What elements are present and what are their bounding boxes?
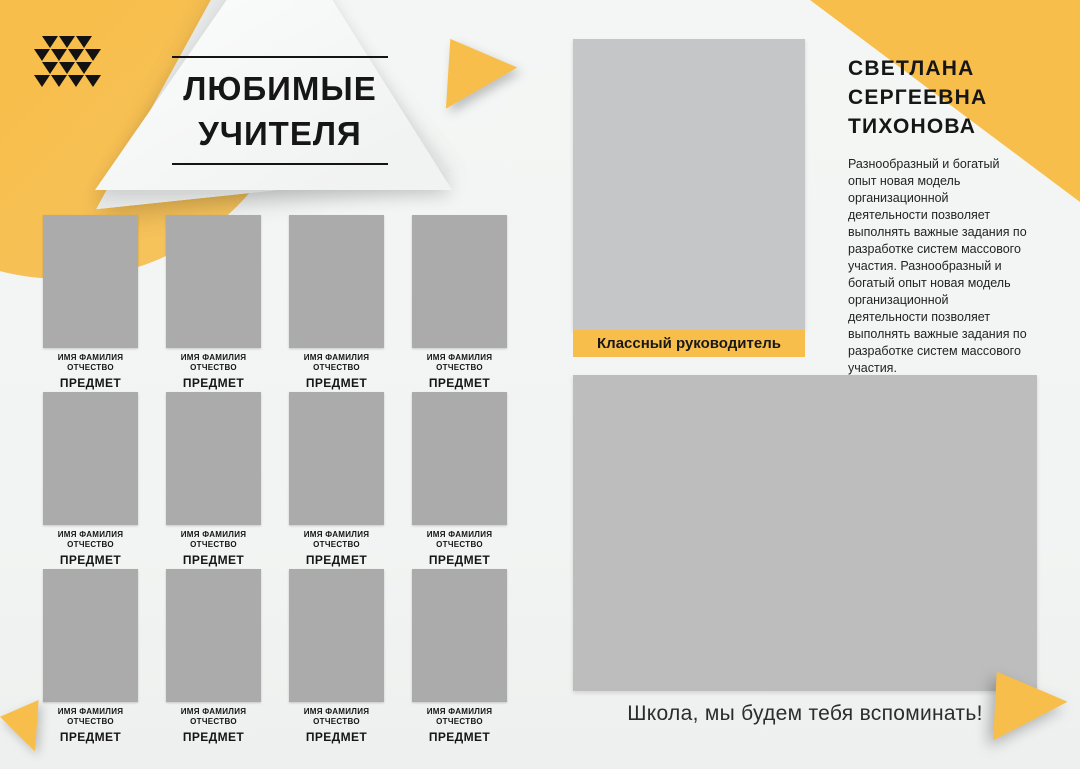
- teacher-patronymic-label: ОТЧЕСТВО: [67, 540, 114, 549]
- yellow-triangle-decoration-bottom-right: [983, 663, 1075, 749]
- logo-row: [42, 36, 93, 49]
- page-title: [130, 66, 430, 156]
- triangle-glyph-icon: [76, 62, 92, 74]
- teacher-subject-label: ПРЕДМЕТ: [428, 730, 491, 744]
- class-teacher-name: [848, 54, 987, 141]
- class-teacher-banner: [573, 330, 805, 357]
- teacher-photo-placeholder[interactable]: [412, 569, 507, 702]
- teacher-caption: [43, 353, 138, 390]
- class-teacher-photo-placeholder[interactable]: [573, 39, 805, 330]
- triangle-glyph-icon: [51, 49, 67, 61]
- teacher-caption: [289, 707, 384, 744]
- teacher-patronymic-label: ОТЧЕСТВО: [313, 363, 360, 372]
- logo-row: [33, 75, 101, 88]
- teacher-caption: [166, 530, 261, 567]
- title-rule-top: [172, 56, 388, 58]
- teacher-patronymic-label: ОТЧЕСТВО: [313, 717, 360, 726]
- teacher-subject-label: ПРЕДМЕТ: [305, 730, 368, 744]
- teacher-card: [289, 215, 384, 392]
- teacher-name-label: ИМЯ ФАМИЛИЯ: [426, 530, 493, 539]
- teacher-subject-label: ПРЕДМЕТ: [428, 376, 491, 390]
- teacher-photo-placeholder[interactable]: [289, 569, 384, 702]
- teacher-subject-label: ПРЕДМЕТ: [59, 376, 122, 390]
- teacher-name-label: ИМЯ ФАМИЛИЯ: [426, 707, 493, 716]
- class-teacher-name-line-2: СЕРГЕЕВНА: [848, 86, 988, 109]
- teacher-card: [412, 569, 507, 746]
- teacher-patronymic-label: ОТЧЕСТВО: [190, 363, 237, 372]
- triangle-glyph-icon: [51, 75, 67, 87]
- triangle-glyph-icon: [34, 49, 50, 61]
- logo-row: [33, 49, 101, 62]
- teacher-patronymic-label: ОТЧЕСТВО: [67, 363, 114, 372]
- teacher-name-label: ИМЯ ФАМИЛИЯ: [180, 353, 247, 362]
- teacher-patronymic-label: ОТЧЕСТВО: [190, 717, 237, 726]
- triangle-mosaic-logo-icon: [33, 36, 101, 88]
- teacher-patronymic-label: ОТЧЕСТВО: [67, 717, 114, 726]
- teacher-subject-label: ПРЕДМЕТ: [182, 376, 245, 390]
- teacher-caption: [43, 707, 138, 744]
- teacher-caption: [166, 353, 261, 390]
- teacher-caption: [289, 530, 384, 567]
- class-teacher-name-line-1: СВЕТЛАНА: [848, 57, 975, 80]
- teacher-patronymic-label: ОТЧЕСТВО: [313, 540, 360, 549]
- teacher-card: [166, 215, 261, 392]
- teacher-patronymic-label: ОТЧЕСТВО: [436, 363, 483, 372]
- teacher-subject-label: ПРЕДМЕТ: [182, 730, 245, 744]
- teacher-subject-label: ПРЕДМЕТ: [59, 730, 122, 744]
- page-title-line-2: УЧИТЕЛЯ: [198, 115, 362, 152]
- yellow-triangle-decoration-top: [438, 33, 526, 117]
- teacher-photo-placeholder[interactable]: [43, 392, 138, 525]
- teacher-card: [412, 215, 507, 392]
- title-rule-bottom: [172, 163, 388, 165]
- class-photo-placeholder[interactable]: [573, 375, 1037, 691]
- teacher-photo-placeholder[interactable]: [43, 215, 138, 348]
- triangle-glyph-icon: [68, 49, 84, 61]
- teacher-subject-label: ПРЕДМЕТ: [305, 376, 368, 390]
- teacher-caption: [412, 353, 507, 390]
- teacher-caption: [412, 707, 507, 744]
- class-teacher-banner-label: Классный руководитель: [597, 335, 781, 352]
- teacher-card: [166, 392, 261, 569]
- teacher-photo-placeholder[interactable]: [289, 392, 384, 525]
- teacher-subject-label: ПРЕДМЕТ: [182, 553, 245, 567]
- teacher-name-label: ИМЯ ФАМИЛИЯ: [57, 707, 124, 716]
- triangle-glyph-icon: [42, 62, 58, 74]
- teacher-photo-placeholder[interactable]: [412, 215, 507, 348]
- teacher-photo-placeholder[interactable]: [412, 392, 507, 525]
- yellow-triangle-decoration-bottom-left: [0, 695, 46, 757]
- teacher-name-label: ИМЯ ФАМИЛИЯ: [303, 530, 370, 539]
- triangle-glyph-icon: [76, 36, 92, 48]
- triangle-glyph-icon: [42, 36, 58, 48]
- teacher-subject-label: ПРЕДМЕТ: [428, 553, 491, 567]
- teacher-card: [412, 392, 507, 569]
- class-teacher-card: [573, 39, 805, 357]
- class-teacher-bio: Разнообразный и богатый опыт новая модель организационной деятельности позволяет выполнять важные задания по разработке систем массового участия. Разнообразный и богатый опыт новая модель организационной деятельности позволяет выполнять важные задания по разработке систем массового участия.: [848, 157, 1027, 375]
- teacher-photo-placeholder[interactable]: [289, 215, 384, 348]
- teacher-name-label: ИМЯ ФАМИЛИЯ: [57, 353, 124, 362]
- teacher-card: [43, 569, 138, 746]
- teacher-card: [289, 569, 384, 746]
- farewell-text: Школа, мы будем тебя вспоминать!: [627, 702, 983, 725]
- teacher-name-label: ИМЯ ФАМИЛИЯ: [303, 707, 370, 716]
- teacher-name-label: ИМЯ ФАМИЛИЯ: [426, 353, 493, 362]
- teacher-photo-placeholder[interactable]: [166, 215, 261, 348]
- teacher-caption: [289, 353, 384, 390]
- teachers-grid: [43, 215, 507, 746]
- teacher-subject-label: ПРЕДМЕТ: [305, 553, 368, 567]
- teacher-caption: [412, 530, 507, 567]
- teacher-photo-placeholder[interactable]: [166, 392, 261, 525]
- teacher-card: [289, 392, 384, 569]
- teacher-photo-placeholder[interactable]: [43, 569, 138, 702]
- teacher-card: [166, 569, 261, 746]
- teacher-name-label: ИМЯ ФАМИЛИЯ: [180, 530, 247, 539]
- triangle-glyph-icon: [59, 62, 75, 74]
- teacher-patronymic-label: ОТЧЕСТВО: [436, 717, 483, 726]
- teacher-name-label: ИМЯ ФАМИЛИЯ: [303, 353, 370, 362]
- teacher-name-label: ИМЯ ФАМИЛИЯ: [57, 530, 124, 539]
- triangle-glyph-icon: [68, 75, 84, 87]
- teacher-photo-placeholder[interactable]: [166, 569, 261, 702]
- teacher-caption: [166, 707, 261, 744]
- teacher-patronymic-label: ОТЧЕСТВО: [436, 540, 483, 549]
- triangle-glyph-icon: [34, 75, 50, 87]
- teacher-patronymic-label: ОТЧЕСТВО: [190, 540, 237, 549]
- teacher-subject-label: ПРЕДМЕТ: [59, 553, 122, 567]
- page-title-line-1: ЛЮБИМЫЕ: [183, 70, 377, 107]
- class-teacher-name-line-3: ТИХОНОВА: [848, 115, 977, 138]
- teacher-card: [43, 215, 138, 392]
- triangle-glyph-icon: [59, 36, 75, 48]
- teacher-caption: [43, 530, 138, 567]
- logo-row: [42, 62, 93, 75]
- teacher-card: [43, 392, 138, 569]
- teacher-name-label: ИМЯ ФАМИЛИЯ: [180, 707, 247, 716]
